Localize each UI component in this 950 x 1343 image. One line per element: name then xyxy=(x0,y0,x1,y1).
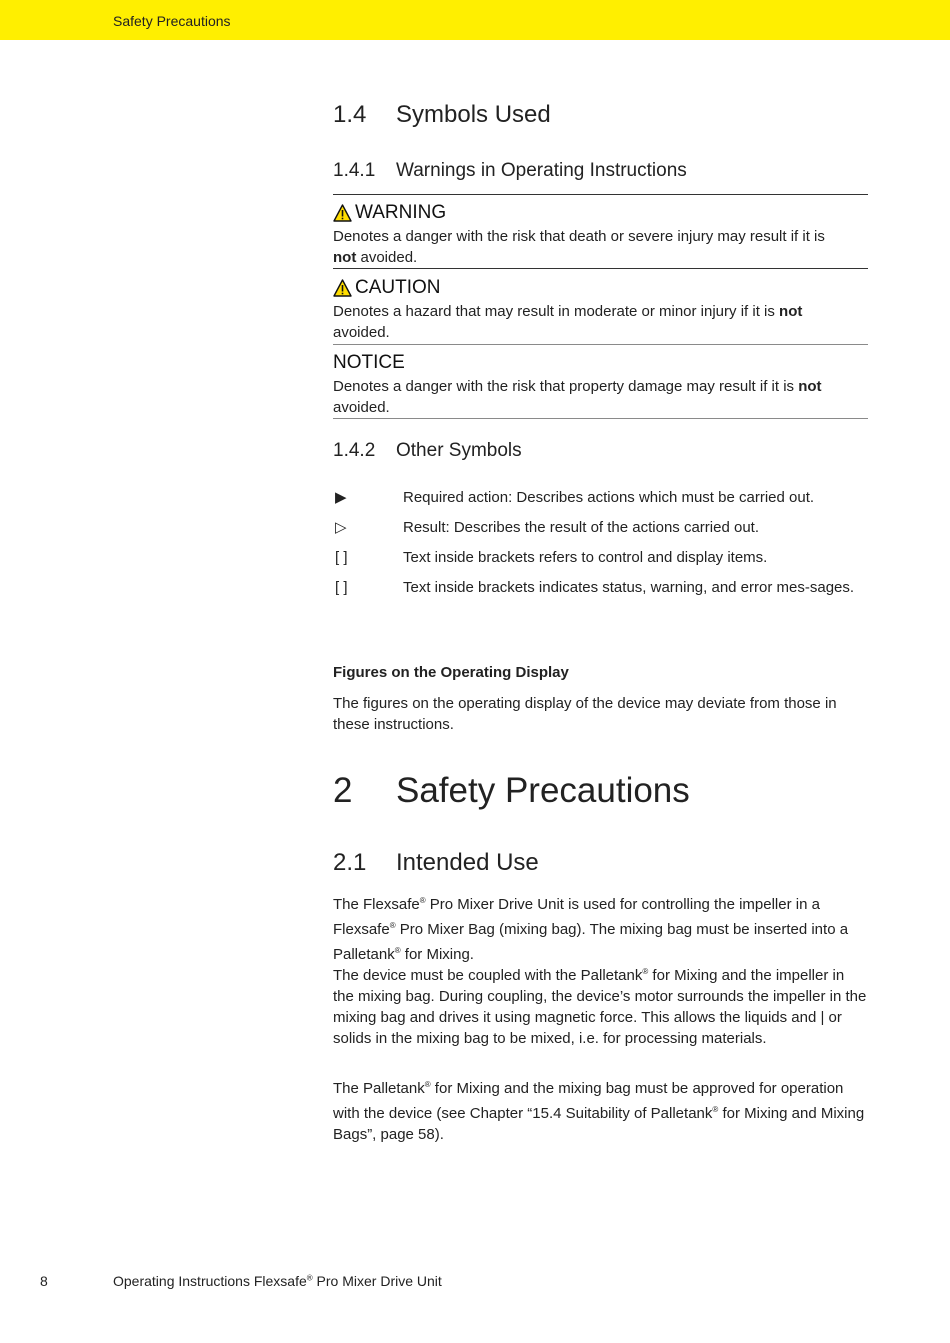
text-part: for Mixing and Mixing Bags”, page 58). xyxy=(333,1105,865,1143)
text-part: Pro Mixer Drive Unit is used for controlling the impeller in a Flexsafe xyxy=(333,896,820,938)
warning-text-part: avoided. xyxy=(356,249,418,266)
intended-use-paragraph-3 xyxy=(333,1074,868,1145)
notice-text-part: avoided. xyxy=(333,399,390,416)
symbol-description: Text inside brackets refers to control and display items. xyxy=(403,549,768,566)
result-glyph: ▷ xyxy=(335,519,347,536)
section-number: 1.4.1 xyxy=(333,160,376,181)
symbol-description: Text inside brackets indicates status, warning, and error mes-sages. xyxy=(403,579,855,596)
warning-emphasis: not xyxy=(333,249,357,266)
symbol-description: Result: Describes the result of the actions carried out. xyxy=(403,519,760,536)
warning-text xyxy=(333,226,868,268)
section-title: Other Symbols xyxy=(396,440,522,461)
warning-text-part: Denotes a danger with the risk that death or severe injury may result if it is xyxy=(333,228,825,245)
registered-mark: ® xyxy=(424,1080,431,1089)
section-2-1-heading xyxy=(333,849,539,877)
caution-text-part: avoided. xyxy=(333,324,390,341)
chapter-title: Safety Precautions xyxy=(396,771,690,810)
caution-label: CAUTION xyxy=(355,277,441,298)
warning-triangle-icon xyxy=(333,204,352,222)
caution-text xyxy=(333,301,868,343)
text-part: Pro Mixer Bag (mixing bag). The mixing bag must be inserted into a Palletank xyxy=(333,921,849,963)
page-number: 8 xyxy=(40,1273,48,1289)
figures-subheading: Figures on the Operating Display xyxy=(333,664,569,681)
caution-triangle-icon xyxy=(333,279,352,297)
caution-text-part: Denotes a hazard that may result in moderate or minor injury if it is xyxy=(333,303,780,320)
chapter-2-heading xyxy=(333,771,690,811)
brackets-glyph: [ ] xyxy=(335,549,348,566)
text-part: The device must be coupled with the Palletank xyxy=(333,967,643,984)
registered-mark: ® xyxy=(389,921,396,930)
brackets-glyph: [ ] xyxy=(335,579,348,596)
running-header-title: Safety Precautions xyxy=(113,13,231,29)
text-part: for Mixing and the mixing bag must be approved for operation with the device (see Chapter “15.4 Suitability of Palletank xyxy=(333,1080,844,1122)
registered-mark: ® xyxy=(306,1273,313,1283)
section-number: 2.1 xyxy=(333,849,367,876)
registered-mark: ® xyxy=(394,946,401,955)
text-part: for Mixing. xyxy=(400,946,474,963)
symbol-description: Required action: Describes actions which must be carried out. xyxy=(403,489,815,506)
warning-label: WARNING xyxy=(355,202,447,223)
footer-text-part: Operating Instructions Flexsafe xyxy=(113,1273,307,1289)
text-part: The Palletank xyxy=(333,1080,425,1097)
section-1-4-heading xyxy=(333,101,551,129)
text-part: for Mixing and the impeller in the mixing bag. During coupling, the device’s motor surrounds the impeller in the mixing bag and drives it using magnetic force. This allows the liquids and | or solids in the mixing bag to be mixed, i.e. for processing materials. xyxy=(333,967,867,1047)
section-title: Symbols Used xyxy=(396,101,551,128)
notice-emphasis: not xyxy=(798,378,822,395)
notice-label: NOTICE xyxy=(333,352,405,373)
notice-heading xyxy=(333,352,405,374)
required-action-glyph: ▶ xyxy=(335,489,347,506)
caution-heading xyxy=(333,277,441,299)
registered-mark: ® xyxy=(642,967,649,976)
section-number: 1.4.2 xyxy=(333,440,376,461)
section-1-4-2-heading xyxy=(333,440,522,462)
divider xyxy=(333,194,868,195)
section-title: Warnings in Operating Instructions xyxy=(396,160,687,181)
divider xyxy=(333,344,868,345)
intended-use-paragraph-2 xyxy=(333,961,868,1049)
registered-mark: ® xyxy=(712,1105,719,1114)
figures-paragraph: The figures on the operating display of the device may deviate from those in these instructions. xyxy=(333,695,837,733)
caution-emphasis: not xyxy=(779,303,803,320)
warning-heading xyxy=(333,202,446,224)
text-part: The Flexsafe xyxy=(333,896,420,913)
registered-mark: ® xyxy=(419,896,426,905)
notice-text xyxy=(333,376,868,418)
divider xyxy=(333,418,868,419)
notice-text-part: Denotes a danger with the risk that property damage may result if it is xyxy=(333,378,799,395)
section-1-4-1-heading xyxy=(333,160,687,182)
divider xyxy=(333,268,868,269)
footer-text-part: Pro Mixer Drive Unit xyxy=(312,1273,442,1289)
footer-document-title xyxy=(113,1273,442,1289)
chapter-number: 2 xyxy=(333,771,353,810)
section-title: Intended Use xyxy=(396,849,539,876)
section-number: 1.4 xyxy=(333,101,367,128)
intended-use-paragraph-1 xyxy=(333,890,868,965)
